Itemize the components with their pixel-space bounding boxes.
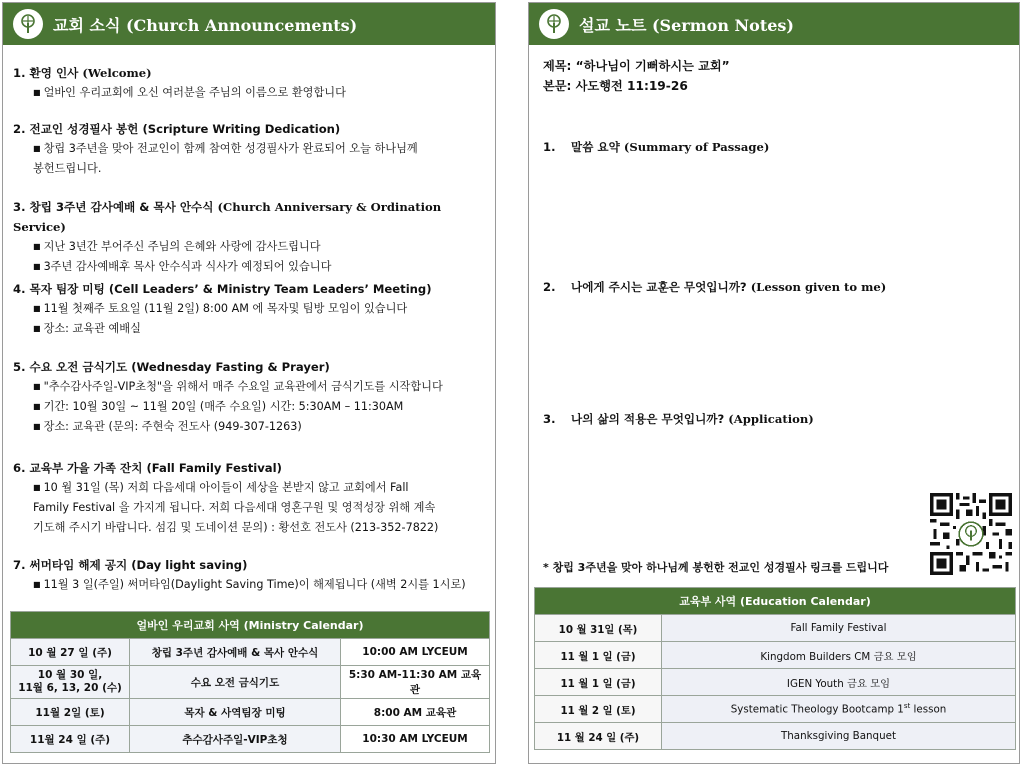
church-logo-icon — [13, 9, 43, 39]
section-fasting-prayer: 5. 수요 오전 금식기도 (Wednesday Fasting & Prayer) ■ "추수감사주일-VIP초청"을 위해서 매주 수요일 교육관에서 금식기도를 시작합니다 ■ 기간: 10월 30일 ~ 11월 20일 (매주 수요일) 시간: 5:30AM – 11:30AM ■ 장소: 교육관 (문의: 주현숙 전도사 (949-307-1263) — [13, 360, 443, 433]
sermon-scripture: 본문: 사도행전 11:19-26 — [543, 79, 688, 93]
sermon-subject: 제목: “하나님이 기뻐하시는 교회” — [543, 59, 730, 73]
section-fall-festival: 6. 교육부 가을 가족 잔치 (Fall Family Festival) ■ 10 월 31일 (목) 저희 다음세대 아이들이 세상을 본받지 않고 교회에서 Fall Family Festival 을 가지게 됩니다. 저희 다음세대 영혼구원 및 영적성장 위해 계속 기도해 주시기 바랍니다. 섬김 및 도네이션 문의) : 황선호 전도사 (213-352-7822) — [13, 461, 439, 534]
announcements-panel — [2, 2, 496, 764]
table-row: 10 월 30 일, 11월 6, 13, 20 (수) 수요 오전 금식기도 5:30 AM-11:30 AM 교육관 — [11, 666, 490, 699]
section-anniversary: 3. 창립 3주년 감사예배 & 목사 안수식 (Church Anniversary & Ordination Service) ■ 지난 3년간 부어주신 주님의 은혜와 사랑에 감사드립니다 ■ 3주년 감사예배후 목사 안수식과 식사가 예정되어 있습니다 — [13, 200, 442, 273]
table-row: 10 월 31일 (목) Fall Family Festival — [535, 615, 1016, 642]
table-row: 10 월 27 일 (주) 창립 3주년 감사예배 & 목사 안수식 10:00 AM LYCEUM — [11, 639, 490, 666]
table-row: 11월 24 일 (주) 추수감사주일-VIP초청 10:30 AM LYCEUM — [11, 726, 490, 753]
section-welcome: 1. 환영 인사 (Welcome) ■ 얼바인 우리교회에 오신 여러분을 주님의 이름으로 환영합니다 — [13, 66, 346, 99]
sermon-header — [529, 3, 1019, 45]
question-application: 3. 나의 삶의 적용은 무엇입니까? (Application) — [543, 412, 814, 426]
education-calendar-title: 교육부 사역 (Education Calendar) — [535, 588, 1016, 615]
section-daylight-saving: 7. 써머타임 해제 공지 (Day light saving) ■ 11월 3 일(주일) 써머타임(Daylight Saving Time)이 해제됩니다 (새벽 2시를 1시로) — [13, 558, 466, 591]
table-row: 11월 2일 (토) 목자 & 사역팀장 미팅 8:00 AM 교육관 — [11, 699, 490, 726]
sermon-title: 설교 노트 (Sermon Notes) — [579, 15, 794, 35]
table-row: 11 월 1 일 (금) Kingdom Builders CM 금요 모임 — [535, 642, 1016, 669]
ministry-calendar-table — [10, 611, 490, 753]
table-row: 11 월 1 일 (금) IGEN Youth 금요 모임 — [535, 669, 1016, 696]
church-logo-icon — [539, 9, 569, 39]
section-leaders-meeting: 4. 목자 팀장 미팅 (Cell Leaders’ & Ministry Team Leaders’ Meeting) ■ 11월 첫째주 토요일 (11월 2일) 8:00 AM 에 목자및 팀방 모임이 있습니다 ■ 장소: 교육관 예배실 — [13, 282, 432, 335]
question-summary: 1. 말씀 요약 (Summary of Passage) — [543, 140, 770, 154]
table-row: 11 월 24 일 (주) Thanksgiving Banquet — [535, 723, 1016, 750]
ministry-calendar-title: 얼바인 우리교회 사역 (Ministry Calendar) — [11, 612, 490, 639]
education-calendar-table — [534, 587, 1016, 750]
table-row: 11 월 2 일 (토) Systematic Theology Bootcamp 1st lesson — [535, 696, 1016, 723]
qr-code[interactable] — [930, 493, 1012, 575]
announcements-title: 교회 소식 (Church Announcements) — [53, 15, 358, 35]
sermon-panel — [528, 2, 1020, 764]
section-scripture-writing: 2. 전교인 성경필사 봉헌 (Scripture Writing Dedication) ■ 창립 3주년을 맞아 전교인이 함께 참여한 성경필사가 완료되어 오늘 하나님께 봉헌드립니다. — [13, 122, 418, 175]
scripture-link-note: * 창립 3주년을 맞아 하나님께 봉헌한 전교인 성경필사 링크를 드립니다 — [543, 561, 889, 574]
question-lesson: 2. 나에게 주시는 교훈은 무엇입니까? (Lesson given to me) — [543, 280, 887, 294]
announcements-header — [3, 3, 495, 45]
